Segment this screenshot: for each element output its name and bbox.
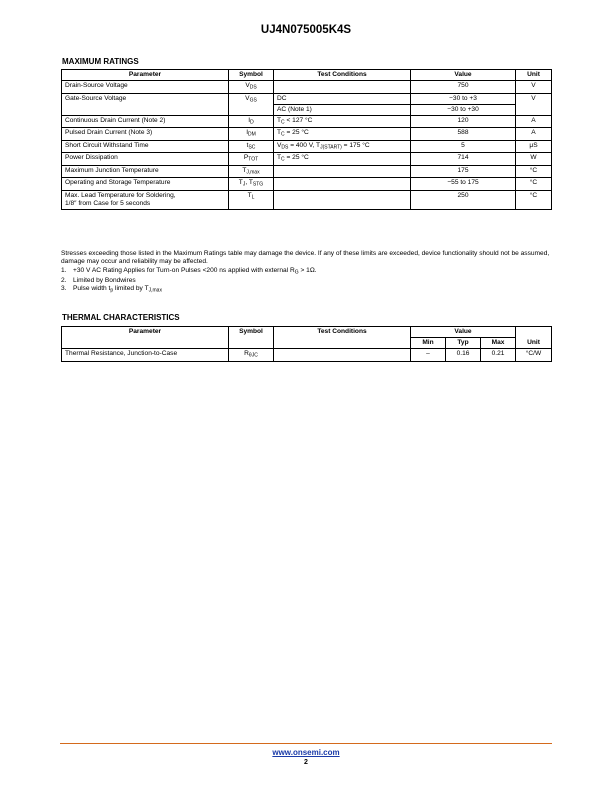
header-max: Max — [481, 338, 516, 349]
cell-value: 588 — [411, 128, 516, 141]
cell-value: −30 to +30 — [411, 104, 516, 115]
header-symbol: Symbol — [229, 327, 274, 349]
cell-unit: °C — [516, 165, 552, 178]
header-conditions: Test Conditions — [274, 327, 411, 349]
cell-parameter: Operating and Storage Temperature — [62, 178, 229, 191]
table-row — [62, 140, 552, 153]
cell-value: −55 to 175 — [411, 178, 516, 191]
table-header-row — [62, 70, 552, 81]
stress-disclaimer: Stresses exceeding those listed in the Maximum Ratings table may damage the device. If any of these limits are exceeded, device functionality should not be assumed, damage may occur and reliability may be affected. — [61, 250, 550, 266]
cell-value: 250 — [411, 190, 516, 209]
cell-unit: °C — [516, 190, 552, 209]
header-unit: Unit — [516, 327, 552, 349]
table-row — [62, 349, 552, 362]
cell-symbol: $t_{SC}$ — [229, 140, 274, 153]
cell-conditions — [274, 178, 411, 191]
page-number: 2 — [304, 759, 308, 766]
cell-conditions: DC — [274, 93, 411, 104]
table-row — [62, 165, 552, 178]
cell-parameter: Power Dissipation — [62, 153, 229, 166]
cell-conditions: $V_{DS} = 400$ V, $T_{J(START)} = 175$ °C — [274, 140, 411, 153]
note-1: 1. +30 V AC Rating Applies for Turn-on Pulses <200 ns applied with external $R_G > 1\Omega$. — [61, 266, 317, 276]
cell-parameter: Short Circuit Withstand Time — [62, 140, 229, 153]
cell-symbol: $R_{\theta JC}$ — [229, 349, 274, 362]
cell-conditions: $T_C = 25$ °C — [274, 153, 411, 166]
cell-conditions: AC (Note 1) — [274, 104, 411, 115]
cell-symbol: $P_{TOT}$ — [229, 153, 274, 166]
cell-value: 120 — [411, 115, 516, 128]
cell-value: 714 — [411, 153, 516, 166]
cell-conditions — [274, 165, 411, 178]
cell-value: 5 — [411, 140, 516, 153]
cell-conditions: $T_C < 127$ °C — [274, 115, 411, 128]
cell-unit: μS — [516, 140, 552, 153]
cell-parameter: Thermal Resistance, Junction-to-Case — [62, 349, 229, 362]
cell-conditions — [274, 81, 411, 94]
cell-typ: 0.16 — [446, 349, 481, 362]
cell-symbol: $V_{DS}$ — [229, 81, 274, 94]
cell-symbol: $V_{GS}$ — [229, 93, 274, 115]
cell-conditions — [274, 349, 411, 362]
footer-divider — [60, 743, 552, 744]
cell-parameter: Gate-Source Voltage — [62, 93, 229, 115]
table-row — [62, 128, 552, 141]
max-ratings-heading: MAXIMUM RATINGS — [62, 57, 139, 66]
table-row — [62, 178, 552, 191]
cell-symbol: $I_{DM}$ — [229, 128, 274, 141]
cell-symbol: $T_J$, $T_{STG}$ — [229, 178, 274, 191]
header-min: Min — [411, 338, 446, 349]
table-row — [62, 115, 552, 128]
cell-unit: W — [516, 153, 552, 166]
header-conditions: Test Conditions — [274, 70, 411, 81]
header-value: Value — [411, 327, 516, 338]
table-row — [62, 153, 552, 166]
header-parameter: Parameter — [62, 70, 229, 81]
footer-website-link[interactable]: www.onsemi.com — [272, 748, 340, 757]
cell-symbol: $T_L$ — [229, 190, 274, 209]
table-row — [62, 93, 552, 104]
table-row — [62, 190, 552, 209]
cell-parameter: Continuous Drain Current (Note 2) — [62, 115, 229, 128]
table-row — [62, 81, 552, 94]
cell-min: – — [411, 349, 446, 362]
header-unit: Unit — [516, 70, 552, 81]
cell-symbol: $I_D$ — [229, 115, 274, 128]
header-symbol: Symbol — [229, 70, 274, 81]
cell-parameter: Max. Lead Temperature for Soldering, 1/8″ from Case for 5 seconds — [62, 190, 229, 209]
thermal-heading: THERMAL CHARACTERISTICS — [62, 313, 180, 322]
note-3: 3. Pulse width $t_p$ limited by $T_{J,max}$ — [61, 285, 162, 294]
cell-parameter: Drain-Source Voltage — [62, 81, 229, 94]
cell-unit: A — [516, 115, 552, 128]
cell-unit: °C — [516, 178, 552, 191]
cell-parameter: Pulsed Drain Current (Note 3) — [62, 128, 229, 141]
cell-max: 0.21 — [481, 349, 516, 362]
document-title: UJ4N075005K4S — [260, 24, 352, 36]
ratings-notes — [61, 250, 556, 295]
cell-parameter: Maximum Junction Temperature — [62, 165, 229, 178]
thermal-table — [61, 326, 552, 362]
cell-unit: V — [516, 93, 552, 115]
cell-value: 750 — [411, 81, 516, 94]
cell-conditions: $T_C = 25$ °C — [274, 128, 411, 141]
cell-unit: A — [516, 128, 552, 141]
cell-conditions — [274, 190, 411, 209]
cell-unit: °C/W — [516, 349, 552, 362]
header-value: Value — [411, 70, 516, 81]
max-ratings-table — [61, 69, 552, 210]
cell-symbol: $T_{J,max}$ — [229, 165, 274, 178]
cell-value: 175 — [411, 165, 516, 178]
header-typ: Typ — [446, 338, 481, 349]
cell-value: −30 to +3 — [411, 93, 516, 104]
header-parameter: Parameter — [62, 327, 229, 349]
table-header-row — [62, 327, 552, 338]
cell-unit: V — [516, 81, 552, 94]
note-2: 2. Limited by Bondwires — [61, 276, 136, 284]
